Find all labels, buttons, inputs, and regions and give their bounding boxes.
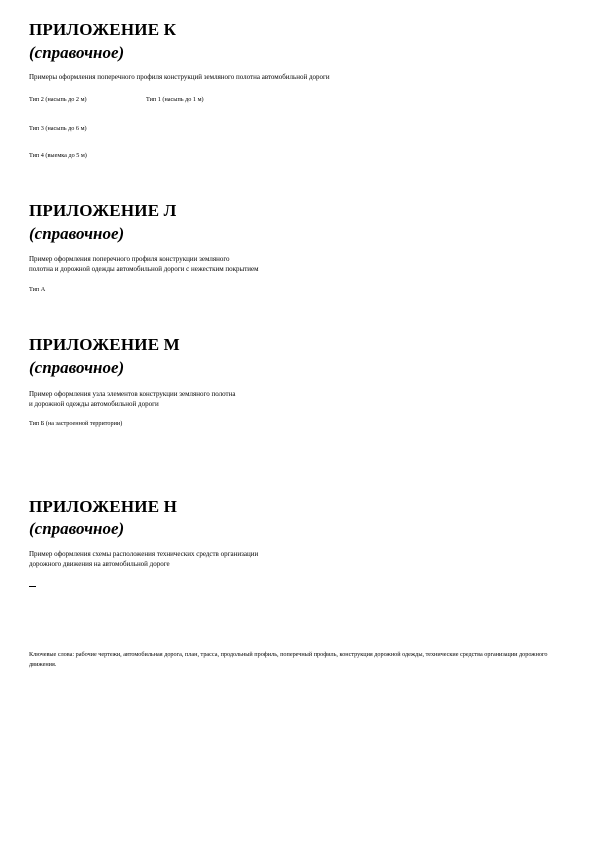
appendix-n-title: ПРИЛОЖЕНИЕ Н xyxy=(29,497,178,516)
appendix-l-caption-line2: полотна и дорожной одежды автомобильной дороги с нежестким покрытием xyxy=(29,265,259,273)
appendix-k-subtitle: (справочное) xyxy=(29,43,125,62)
appendix-n-caption-line1: Пример оформления схемы расположения технических средств организации xyxy=(29,550,259,558)
appendix-k-type2-label: Тип 2 (насыпь до 2 м) xyxy=(29,96,87,103)
appendix-l-caption-line1: Пример оформления поперечного профиля конструкции земляного xyxy=(29,255,230,263)
appendix-k-type1-label: Тип 1 (насыпь до 1 м) xyxy=(146,96,204,103)
appendix-m-title: ПРИЛОЖЕНИЕ М xyxy=(29,335,180,354)
appendix-l-title: ПРИЛОЖЕНИЕ Л xyxy=(29,201,177,220)
appendix-m-caption-line2: и дорожной одежды автомобильной дороги xyxy=(29,400,159,408)
dash-mark xyxy=(29,586,36,587)
appendix-k-type4-label: Тип 4 (выемка до 5 м) xyxy=(29,152,87,159)
keywords-paragraph: Ключевые слова: рабочие чертежи, автомобильная дорога, план, трасса, продольный профиль, поперечный профиль, конструкция дорожной одежды, технические средства организации дорожного движения. xyxy=(29,651,548,668)
appendix-m-subtitle: (справочное) xyxy=(29,358,125,377)
appendix-k-caption: Примеры оформления поперечного профиля конструкций земляного полотна автомобильной дороги xyxy=(29,73,330,81)
appendix-l-type-a-label: Тип А xyxy=(29,286,46,293)
appendix-n-subtitle: (справочное) xyxy=(29,519,125,538)
appendix-k-title: ПРИЛОЖЕНИЕ К xyxy=(29,20,177,39)
appendix-m-caption-line1: Пример оформления узла элементов конструкции земляного полотна xyxy=(29,390,236,398)
appendix-k-type3-label: Тип 3 (насыпь до 6 м) xyxy=(29,125,87,132)
appendix-m-type-b-label: Тип Б (на застроенной территории) xyxy=(29,420,123,427)
appendix-n-caption-line2: дорожного движения на автомобильной дороге xyxy=(29,560,170,568)
appendix-l-subtitle: (справочное) xyxy=(29,224,125,243)
